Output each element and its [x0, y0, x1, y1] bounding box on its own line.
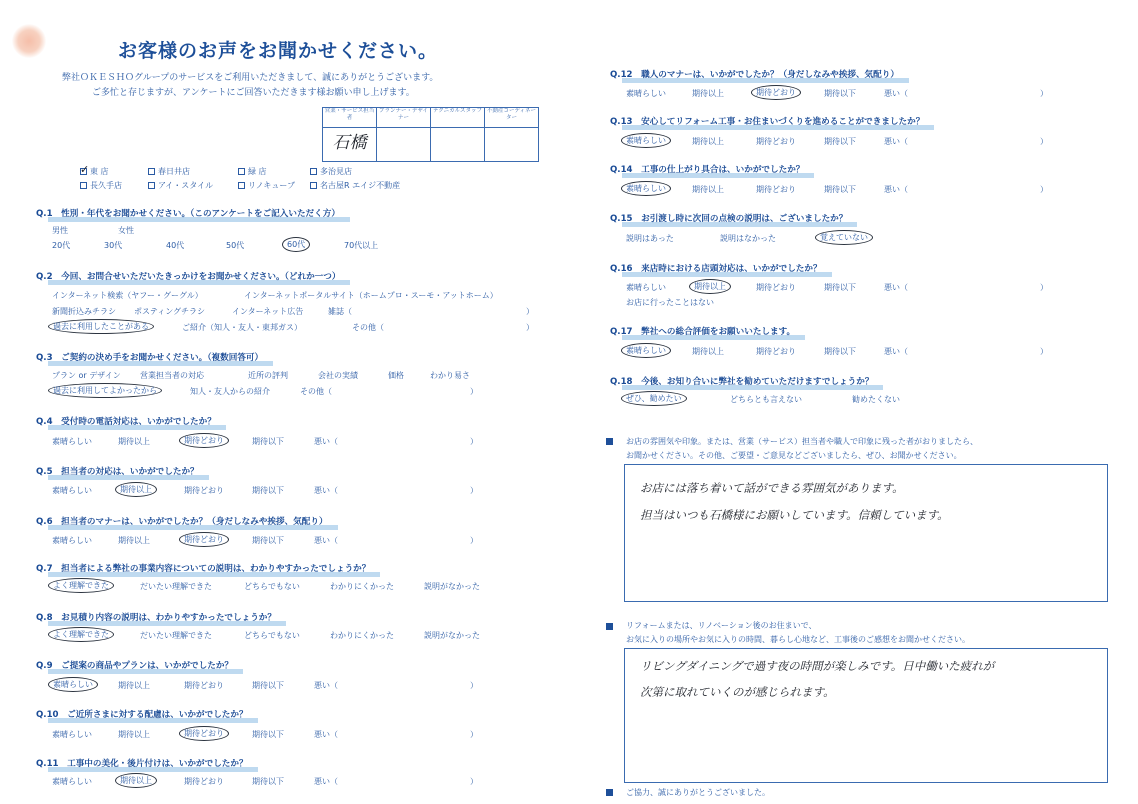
- question-q7: Q.7 担当者による弊社の事業内容についての説明は、わかりやすかったでしょうか？: [36, 562, 370, 574]
- q9-option-asexpected[interactable]: 期待どおり: [184, 681, 224, 690]
- store-checkbox-renocube[interactable]: リノキューブ: [238, 180, 295, 191]
- question-q11: Q.11 工事中の美化・後片付けは、いかがでしたか？: [36, 757, 248, 769]
- question-q16: Q.16 来店時における店頭対応は、いかがでしたか？: [610, 262, 822, 274]
- q10-option-excellent[interactable]: 素晴らしい: [52, 730, 92, 739]
- question-q12: Q.12 職人のマナーは、いかがでしたか？（身だしなみや挨拶、気配り）: [610, 68, 899, 80]
- question-q5: Q.5 担当者の対応は、いかがでしたか？: [36, 465, 199, 477]
- q17-option-above[interactable]: 期待以上: [692, 347, 724, 356]
- q15-option-not-explained[interactable]: 説明はなかった: [720, 234, 776, 243]
- comment2-prompt-2: お気に入りの場所やお気に入りの時間、暮らし心地など、工事後のご感想をお聞かせください。: [626, 635, 970, 644]
- option-referral[interactable]: ご紹介（知人・友人・東邦ガス）: [182, 323, 302, 332]
- q18-option-recommend-selected[interactable]: ぜひ、勧めたい: [621, 391, 687, 406]
- staff-table: [322, 107, 539, 162]
- q4-option-asexpected-selected[interactable]: 期待どおり: [179, 433, 229, 448]
- option-friend-referral[interactable]: 知人・友人からの紹介: [190, 387, 270, 396]
- q4-option-below[interactable]: 期待以下: [252, 437, 284, 446]
- q16-option-below[interactable]: 期待以下: [824, 283, 856, 292]
- option-web-search[interactable]: インターネット検索（ヤフー・グーグル）: [52, 291, 203, 300]
- question-q9: Q.9 ご提案の商品やプランは、いかがでしたか？: [36, 659, 233, 671]
- staff-header-technical: テクニカルスタッフ: [431, 108, 485, 128]
- option-30s[interactable]: 30代: [104, 241, 123, 250]
- q5-option-excellent[interactable]: 素晴らしい: [52, 486, 92, 495]
- option-sales-response[interactable]: 営業担当者の対応: [140, 371, 204, 380]
- q8-option-mostly[interactable]: だいたい理解できた: [140, 631, 212, 640]
- option-other[interactable]: その他（: [352, 323, 384, 332]
- option-50s[interactable]: 50代: [226, 241, 245, 250]
- q12-close-paren: ）: [1040, 89, 1048, 98]
- staff-header-realestate: 不動産コーディネーター: [485, 108, 539, 128]
- store-checkbox-istyle[interactable]: アイ・スタイル: [148, 180, 213, 191]
- option-reputation[interactable]: 近所の評判: [248, 371, 288, 380]
- q17-option-excellent-selected[interactable]: 素晴らしい: [621, 343, 671, 358]
- footer-thanks: ご協力、誠にありがとうございました。: [626, 788, 770, 797]
- magazine-close-paren: ）: [526, 307, 534, 316]
- question-q6: Q.6 担当者のマナーは、いかがでしたか？（身だしなみや挨拶、気配り）: [36, 515, 328, 527]
- comment2-prompt-1: リフォームまたは、リノベーション後のお住まいで、: [626, 621, 817, 630]
- option-newspaper-flyer[interactable]: 新聞折込みチラシ: [52, 307, 116, 316]
- q4-close-paren: ）: [470, 437, 478, 446]
- option-other-q3[interactable]: その他（: [300, 387, 332, 396]
- question-q8: Q.8 お見積り内容の説明は、わかりやすかったでしょうか？: [36, 611, 276, 623]
- check-mark-icon: ✓: [80, 163, 90, 176]
- option-70s[interactable]: 70代以上: [344, 241, 379, 250]
- q10-close-paren: ）: [470, 730, 478, 739]
- question-q2: Q.2 今回、お問合せいただいたきっかけをお聞かせください。（どれか一つ）: [36, 270, 340, 282]
- q10-option-below[interactable]: 期待以下: [252, 730, 284, 739]
- q8-option-hard[interactable]: わかりにくかった: [330, 631, 394, 640]
- q9-option-excellent-selected[interactable]: 素晴らしい: [48, 677, 98, 692]
- page-title: お客様のお声をお聞かせください。: [118, 40, 439, 62]
- q18-option-not-recommend[interactable]: 勧めたくない: [852, 395, 900, 404]
- q12-option-above[interactable]: 期待以上: [692, 89, 724, 98]
- q6-option-asexpected-selected[interactable]: 期待どおり: [179, 532, 229, 547]
- store-checkbox-nagakute[interactable]: 長久手店: [80, 180, 122, 191]
- q17-option-below[interactable]: 期待以下: [824, 347, 856, 356]
- q13-option-excellent-selected[interactable]: 素晴らしい: [621, 133, 671, 148]
- q11-option-below[interactable]: 期待以下: [252, 777, 284, 786]
- option-clarity[interactable]: わかり易さ: [430, 371, 470, 380]
- q14-close-paren: ）: [1040, 185, 1048, 194]
- q16-option-above-selected[interactable]: 期待以上: [689, 279, 731, 294]
- option-past-good-selected[interactable]: 過去に利用してよかったから: [48, 383, 162, 398]
- q7-option-mostly[interactable]: だいたい理解できた: [140, 582, 212, 591]
- q14-option-below[interactable]: 期待以下: [824, 185, 856, 194]
- intro-line-1: 弊社ＯＫＥＳＨＯグループのサービスをご利用いただきまして、誠にありがとうございます。: [62, 73, 439, 83]
- q13-option-above[interactable]: 期待以上: [692, 137, 724, 146]
- q7-option-understood-selected[interactable]: よく理解できた: [48, 578, 114, 593]
- staff-header-planner: プランナー・デザイナー: [377, 108, 431, 128]
- q16-close-paren: ）: [1040, 283, 1048, 292]
- q13-option-below[interactable]: 期待以下: [824, 137, 856, 146]
- q7-option-hard[interactable]: わかりにくかった: [330, 582, 394, 591]
- q5-option-below[interactable]: 期待以下: [252, 486, 284, 495]
- q8-option-none[interactable]: 説明がなかった: [424, 631, 480, 640]
- red-seal-stamp: [12, 24, 46, 58]
- comment2-handwriting-line-1: リビングダイニングで過す夜の時間が楽しみです。日中働いた疲れが: [640, 659, 995, 673]
- question-q14: Q.14 工事の仕上がり具合は、いかがでしたか？: [610, 163, 804, 175]
- q5-option-above-selected[interactable]: 期待以上: [115, 482, 157, 497]
- q6-option-below[interactable]: 期待以下: [252, 536, 284, 545]
- comment1-prompt-2: お聞かせください。その他、ご要望・ご意見などございましたら、ぜひ、お聞かせください。: [626, 451, 962, 460]
- q9-close-paren: ）: [470, 681, 478, 690]
- q10-option-bad[interactable]: 悪い（: [314, 730, 338, 739]
- other-q3-close-paren: ）: [470, 387, 478, 396]
- option-plan-design[interactable]: プラン or デザイン: [52, 371, 121, 380]
- q11-option-excellent[interactable]: 素晴らしい: [52, 777, 92, 786]
- q15-option-dont-remember-selected[interactable]: 覚えていない: [815, 230, 873, 245]
- store-checkbox-rage[interactable]: 名古屋R エイジ不動産: [310, 180, 400, 191]
- comment1-handwriting-line-2: 担当はいつも石橋様にお願いしています。信頼しています。: [640, 508, 949, 522]
- comment2-handwriting-line-2: 次第に取れていくのが感じられます。: [640, 685, 835, 699]
- q5-close-paren: ）: [470, 486, 478, 495]
- q9-option-below[interactable]: 期待以下: [252, 681, 284, 690]
- q13-option-asexpected[interactable]: 期待どおり: [756, 137, 796, 146]
- option-female[interactable]: 女性: [118, 226, 134, 235]
- staff-header-sales: 営業・サービス担当者: [323, 108, 377, 128]
- q12-option-excellent[interactable]: 素晴らしい: [626, 89, 666, 98]
- question-q13: Q.13 安心してリフォーム工事・お住まいづくりを進めることができましたか？: [610, 115, 924, 127]
- store-checkbox-midori[interactable]: 緑 店: [238, 166, 267, 177]
- option-male[interactable]: 男性: [52, 226, 68, 235]
- option-portal-site[interactable]: インターネットポータルサイト（ホームプロ・スーモ・アットホーム）: [244, 291, 498, 300]
- question-q15: Q.15 お引渡し時に次回の点検の説明は、ございましたか？: [610, 212, 847, 224]
- option-price[interactable]: 価格: [388, 371, 404, 380]
- q6-option-above[interactable]: 期待以上: [118, 536, 150, 545]
- sales-staff-name: 石橋: [332, 133, 367, 153]
- option-40s[interactable]: 40代: [166, 241, 185, 250]
- q10-option-asexpected-selected[interactable]: 期待どおり: [179, 726, 229, 741]
- store-checkbox-higashi[interactable]: ✓ 東 店: [80, 163, 109, 176]
- square-bullet-icon: [606, 789, 613, 796]
- q9-option-bad[interactable]: 悪い（: [314, 681, 338, 690]
- option-20s[interactable]: 20代: [52, 241, 71, 250]
- q11-close-paren: ）: [470, 777, 478, 786]
- option-posting-flyer[interactable]: ポスティングチラシ: [134, 307, 206, 316]
- q11-option-above-selected[interactable]: 期待以上: [115, 773, 157, 788]
- q8-option-understood-selected[interactable]: よく理解できた: [48, 627, 114, 642]
- q18-option-neutral[interactable]: どちらとも言えない: [730, 395, 802, 404]
- q17-option-bad[interactable]: 悪い（: [884, 347, 908, 356]
- q6-option-bad[interactable]: 悪い（: [314, 536, 338, 545]
- q15-option-explained[interactable]: 説明はあった: [626, 234, 674, 243]
- question-q17: Q.17 弊社への総合評価をお願いいたします。: [610, 325, 795, 337]
- square-bullet-icon: [606, 623, 613, 630]
- question-q18: Q.18 今後、お知り合いに弊社を勧めていただけますでしょうか？: [610, 375, 873, 387]
- q4-option-bad[interactable]: 悪い（: [314, 437, 338, 446]
- q14-option-asexpected[interactable]: 期待どおり: [756, 185, 796, 194]
- option-track-record[interactable]: 会社の実績: [318, 371, 358, 380]
- q12-option-asexpected-selected[interactable]: 期待どおり: [751, 85, 801, 100]
- q4-option-above[interactable]: 期待以上: [118, 437, 150, 446]
- q7-option-neither[interactable]: どちらでもない: [244, 582, 300, 591]
- q7-option-none[interactable]: 説明がなかった: [424, 582, 480, 591]
- other-close-paren: ）: [526, 323, 534, 332]
- q11-option-bad[interactable]: 悪い（: [314, 777, 338, 786]
- q5-option-bad[interactable]: 悪い（: [314, 486, 338, 495]
- q6-option-excellent[interactable]: 素晴らしい: [52, 536, 92, 545]
- q13-option-bad[interactable]: 悪い（: [884, 137, 908, 146]
- q14-option-above[interactable]: 期待以上: [692, 185, 724, 194]
- comment1-prompt-1: お店の雰囲気や印象。または、営業（サービス）担当者や職人で印象に残った者がおりましたら、: [626, 437, 978, 446]
- question-q4: Q.4 受付時の電話対応は、いかがでしたか？: [36, 415, 216, 427]
- q13-close-paren: ）: [1040, 137, 1048, 146]
- option-past-use-selected[interactable]: 過去に利用したことがある: [48, 319, 154, 334]
- q12-option-bad[interactable]: 悪い（: [884, 89, 908, 98]
- q8-option-neither[interactable]: どちらでもない: [244, 631, 300, 640]
- q14-option-excellent-selected[interactable]: 素晴らしい: [621, 181, 671, 196]
- q4-option-excellent[interactable]: 素晴らしい: [52, 437, 92, 446]
- q10-option-above[interactable]: 期待以上: [118, 730, 150, 739]
- q17-option-asexpected[interactable]: 期待どおり: [756, 347, 796, 356]
- comment1-handwriting-line-1: お店には落ち着いて話ができる雰囲気があります。: [640, 481, 904, 495]
- q12-option-below[interactable]: 期待以下: [824, 89, 856, 98]
- q11-option-asexpected[interactable]: 期待どおり: [184, 777, 224, 786]
- question-q1: Q.1 性別・年代をお聞かせください。（このアンケートをご記入いただく方）: [36, 207, 340, 219]
- option-web-ad[interactable]: インターネット広告: [232, 307, 304, 316]
- q16-option-bad[interactable]: 悪い（: [884, 283, 908, 292]
- option-60s-selected[interactable]: 60代: [282, 237, 310, 252]
- store-checkbox-tajimi[interactable]: 多治見店: [310, 166, 352, 177]
- square-bullet-icon: [606, 438, 613, 445]
- store-checkbox-kasugai[interactable]: 春日井店: [148, 166, 190, 177]
- question-q3: Q.3 ご契約の決め手をお聞かせください。（複数回答可）: [36, 351, 263, 363]
- question-q10: Q.10 ご近所さまに対する配慮は、いかがでしたか？: [36, 708, 248, 720]
- q16-option-never-visited[interactable]: お店に行ったことはない: [626, 298, 714, 307]
- q6-close-paren: ）: [470, 536, 478, 545]
- q16-option-excellent[interactable]: 素晴らしい: [626, 283, 666, 292]
- intro-line-2: ご多忙と存じますが、アンケートにご回答いただきます様お願い申し上げます。: [92, 88, 415, 98]
- q9-option-above[interactable]: 期待以上: [118, 681, 150, 690]
- q16-option-asexpected[interactable]: 期待どおり: [756, 283, 796, 292]
- q5-option-asexpected[interactable]: 期待どおり: [184, 486, 224, 495]
- q14-option-bad[interactable]: 悪い（: [884, 185, 908, 194]
- q17-close-paren: ）: [1040, 347, 1048, 356]
- option-magazine[interactable]: 雑誌（: [328, 307, 352, 316]
